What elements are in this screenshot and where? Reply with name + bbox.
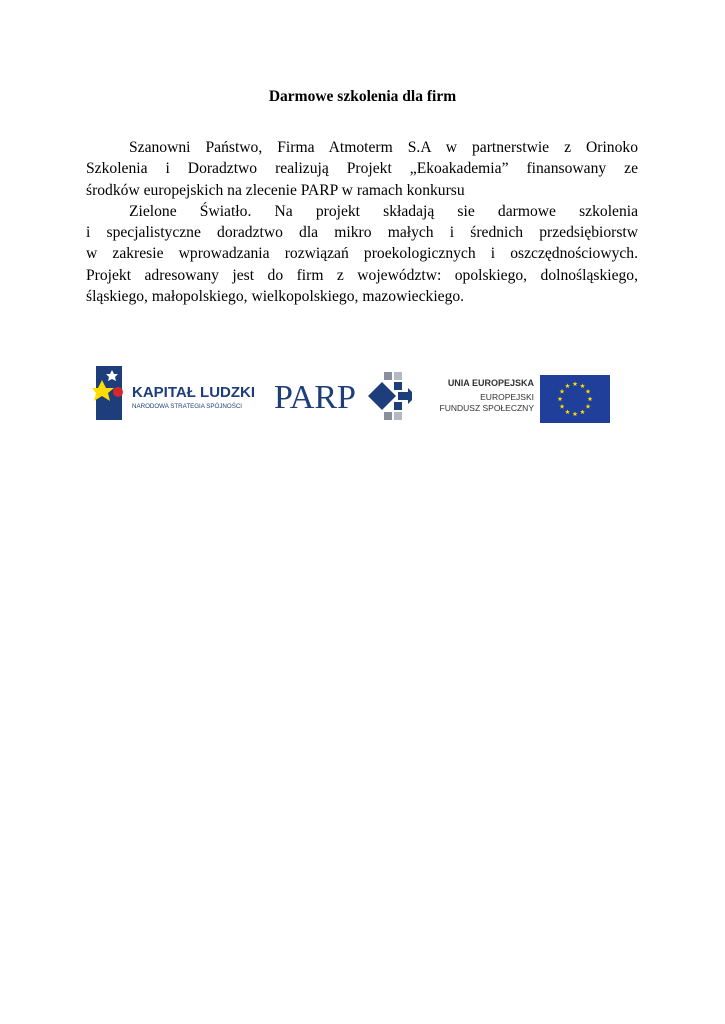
eu-line-3: FUNDUSZ SPOŁECZNY [439, 403, 534, 413]
p2-line-5: śląskiego, małopolskiego, wielkopolskiego, mazowieckiego. [86, 288, 465, 306]
page-title: Darmowe szkolenia dla firm [268, 88, 457, 105]
kapital-ludzki-logo [92, 362, 262, 424]
eu-line-2: EUROPEJSKI [480, 392, 534, 402]
p1-line-3: środków europejskich na zlecenie PARP w ramach konkursu [86, 181, 465, 199]
p2-line-3: w zakresie wprowadzania rozwiązań proekologicznych i oszczędnościowych. [86, 245, 638, 263]
kl-name: KAPITAŁ LUDZKI [132, 384, 256, 401]
p2-line-1: Zielone Światło. Na projekt składają sie darmowe szkolenia [129, 202, 638, 220]
parp-name: PARP [274, 379, 356, 416]
parp-emblem-icon [368, 372, 412, 420]
p2-line-2: i specjalistyczne doradztwo dla mikro małych i średnich przedsiębiorstw [86, 224, 638, 242]
p1-line-2: Szkolenia i Doradztwo realizują Projekt „Ekoakademia” finansowany ze [86, 160, 638, 178]
parp-logo [272, 368, 412, 424]
p2-line-4: Projekt adresowany jest do firm z województw: opolskiego, dolnośląskiego, [86, 266, 638, 284]
logo-strip [92, 362, 612, 428]
eu-line-1: UNIA EUROPEJSKA [447, 378, 534, 388]
eu-flag-icon [540, 375, 610, 423]
paragraph-2 [86, 201, 638, 307]
kl-subtitle: NARODOWA STRATEGIA SPÓJNOŚCI [132, 403, 243, 410]
eu-text-logo [428, 376, 536, 422]
p1-line-1: Szanowni Państwo, Firma Atmoterm S.A w partnerstwie z Orinoko [129, 139, 638, 156]
paragraph-1 [86, 137, 638, 201]
body-text [86, 137, 638, 307]
